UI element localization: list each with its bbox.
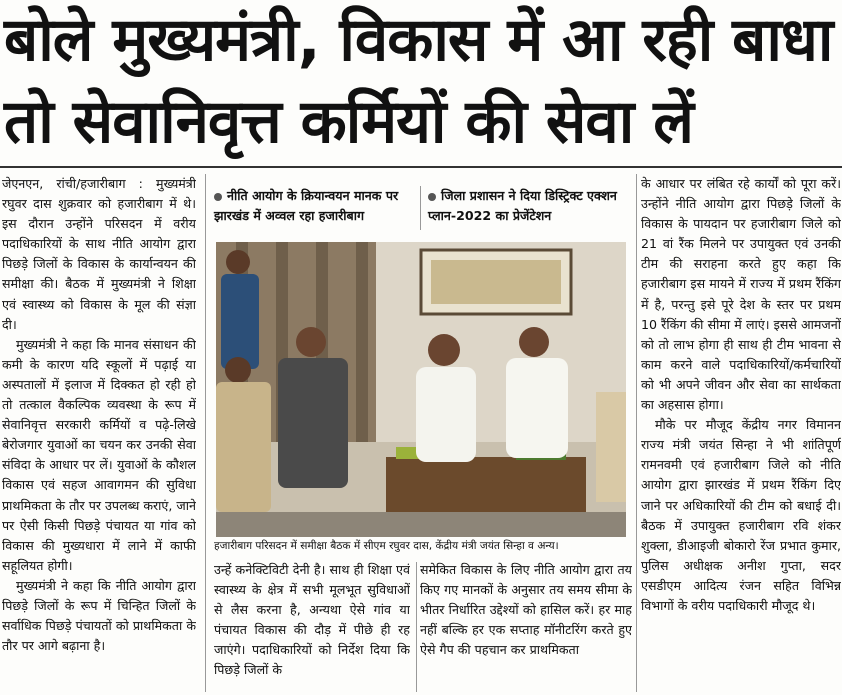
article-paragraph: जेएनएन, रांची/हजारीबाग : मुख्यमंत्री रघुवर दास शुक्रवार को हजारीबाग में थे। इस दौरान उन्होंने परिसदन में वरीय पदाधिकारियों के साथ नीति आयोग द्वारा पिछड़े जिलों के विकास के कार्यान्वयन की समीक्षा की। बैठक में मुख्यमंत्री ने शिक्षा एवं स्वास्थ्य को विकास के मूल की संज्ञा दी। [2,176,196,332]
article-paragraph: उन्हें कनेक्टिविटी देनी है। साथ ही शिक्षा एवं स्वास्थ्य के क्षेत्र में सभी मूलभूत सुविधाओं से लैस करना है, अन्यथा ऐसे गांव या पंचायत विकास की दौड़ में पीछे ही रह जाएंगे। पदाधिकारियों को निर्देश दिया कि पिछड़े जिलों के [214,562,410,678]
column-divider [205,174,206,692]
bullet-icon [428,193,436,201]
headline-line-2: तो सेवानिवृत्त कर्मियों की सेवा लें [4,87,693,157]
highlight-text: नीति आयोग के क्रियान्वयन मानक पर झारखंड में अव्वल रहा हजारीबाग [214,188,399,223]
highlight-box-1 [214,186,414,226]
article-paragraph: समेकित विकास के लिए नीति आयोग द्वारा तय किए गए मानकों के अनुसार तय समय सीमा के भीतर निर्धारित उद्देश्यों को हासिल करें। हर माह नहीं बल्कि हर एक सप्ताह मॉनीटरिंग करते हुए ऐसे गैप की पहचान कर प्राथमिकता [420,562,632,658]
article-column-2 [214,560,410,695]
highlight-box-2 [428,186,628,226]
article-column-3 [420,560,632,695]
highlight-text: जिला प्रशासन ने दिया डिस्ट्रिक्ट एक्शन प्लान-2022 का प्रेजेंटेशन [428,188,617,223]
photo-caption: हजारीबाग परिसदन में समीक्षा बैठक में सीएम रघुवर दास, केंद्रीय मंत्री जयंत सिन्हा व अन्य। [214,540,559,552]
headline-divider [0,166,842,168]
column-divider [636,174,637,692]
highlight-divider [420,186,421,230]
article-column-1 [2,174,196,695]
article-paragraph: के आधार पर लंबित रहे कार्यों को पूरा करें। उन्होंने नीति आयोग द्वारा पिछड़े जिलों के विकास के पायदान पर हजारीबाग जिले को 21 वां रैंक मिलने पर उपायुक्त एवं उनकी टीम की सराहना करते हुए कहा कि हजारीबाग इस मायने में राज्य में प्रथम रैंकिंग में है, परन्तु इसे पूरे देश के स्तर पर प्रथम 10 रैंकिंग की सीमा में लाएं। इससे आमजनों को तो लाभ होगा ही साथ ही टीम भावना से काम करने वाले पदाधिकारियों/कर्मचारियों को भी अपने जीवन और सेवा का सार्थकता का अहसास होगा। [641,176,841,413]
column-divider [416,562,417,692]
headline-line-1: बोले मुख्यमंत्री, विकास में आ रही बाधा [4,5,833,75]
bullet-icon [214,193,222,201]
article-column-4 [641,174,841,695]
article-paragraph: मौके पर मौजूद केंद्रीय नगर विमानन राज्य मंत्री जयंत सिन्हा ने भी शांतिपूर्ण रामनवमी एवं हजारीबाग जिले को नीति आयोग द्वारा झारखंड में प्रथम रैंकिंग दिए जाने पर अधिकारियों की टीम को बधाई दी। बैठक में उपायुक्त हजारीबाग रवि शंकर शुक्ला, डीआइजी बोकारो रेंज प्रभात कुमार, पुलिस अधीक्षक अनीश गुप्ता, सदर एसडीएम आदित्य रंजन सहित विभिन्न विभागों के वरीय पदाधिकारी मौजूद थे। [641,417,841,613]
article-paragraph: मुख्यमंत्री ने कहा कि नीति आयोग द्वारा पिछड़े जिलों के रूप में चिन्हित जिलों के सर्वाधिक पिछड़े पंचायतों को प्राथमिकता के तौर पर आगे बढ़ाना है। [2,577,196,654]
meeting-photo [216,242,626,537]
article-paragraph: मुख्यमंत्री ने कहा कि मानव संसाधन की कमी के कारण यदि स्कूलों में पढ़ाई या अस्पतालों में इलाज में दिक्कत हो रही हो तो तत्काल वैकल्पिक व्यवस्था के रूप में सेवानिवृत्त सरकारी कर्मियों व पढ़े-लिखे बेरोजगार युवाओं का चयन कर उनकी सेवा संविदा के आधार पर लें। युवाओं के कौशल विकास एवं सहज आवागमन की सुविधा प्राथमिकता के तौर पर उपलब्ध कराएं, जाने पर ऐसी किसी पिछड़े पंचायत या गांव को विकास की मुख्यधारा में लाने में काफी सहूलियत होगी। [2,336,196,573]
